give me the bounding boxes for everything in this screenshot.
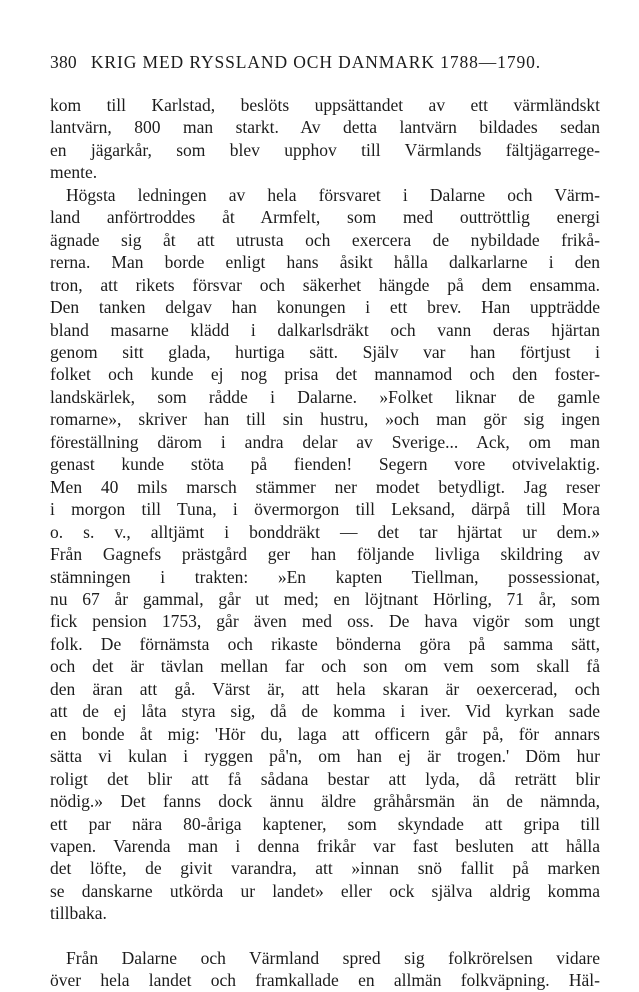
text-line: tron, att rikets försvar och säkerhet hängde på dem ensamma.	[50, 274, 600, 295]
text-line: Den tanken delgav han konungen i ett brev. Han uppträdde	[50, 297, 600, 318]
paragraph	[50, 947, 600, 992]
text-line: nu 67 år gammal, går ut med; en löjtnant Hörling, 71 år, som	[50, 588, 600, 609]
text-line: och det är tävlan mellan far och son om vem som skall få	[50, 656, 600, 677]
paragraph	[50, 94, 600, 184]
text-line: lantvärn, 800 man starkt. Av detta lantvärn bildades sedan	[50, 117, 600, 138]
text-line: föreställning därom i andra delar av Sverige... Ack, om man	[50, 431, 600, 452]
text-line: över hela landet och framkallade en allmän folkväpning. Häl-	[50, 970, 600, 991]
text-line: roligt det blir att få sådana bestar att lyda, då reträtt blir	[50, 768, 600, 789]
text-line: Från Dalarne och Värmland spred sig folkrörelsen vidare	[66, 947, 600, 968]
text-line: vapen. Varenda man i denna frikår var fast besluten att hålla	[50, 835, 600, 856]
text-line: ägnade sig åt att utrusta och exercera de nybildade frikå-	[50, 229, 600, 250]
text-line: folket och kunde ej nog prisa det mannamod och den foster-	[50, 364, 600, 385]
text-line: nödig.» Det fanns dock ännu äldre gråhårsmän än de nämnda,	[50, 791, 600, 812]
text-line: tillbaka.	[50, 903, 107, 924]
text-line: fick pension 1753, går även med oss. De hava vigör som ungt	[50, 611, 600, 632]
running-title: KRIG MED RYSSLAND OCH DANMARK 1788—1790.	[90, 52, 542, 72]
text-line: o. s. v., alltjämt i bonddräkt — det tar hjärtat ur dem.»	[50, 521, 600, 542]
text-line: folk. De förnämsta och rikaste bönderna göra på samma sätt,	[50, 633, 600, 654]
text-line: stämningen i trakten: »En kapten Tiellman, possessionat,	[50, 566, 600, 587]
text-line: landskärlek, som rådde i Dalarne. »Folket liknar de gamle	[50, 386, 600, 407]
text-line: i morgon till Tuna, i övermorgon till Leksand, därpå till Mora	[50, 499, 600, 520]
text-line: kom till Karlstad, beslöts uppsättandet av ett värmländskt	[50, 95, 600, 115]
text-line: Från Gagnefs prästgård ger han följande livliga skildring av	[50, 544, 600, 565]
text-line: se danskarne utkörda ur landet» eller ock själva aldrig komma	[50, 880, 600, 901]
text-line: land anförtroddes åt Armfelt, som med outtröttlig energi	[50, 207, 600, 228]
page-number: 380	[50, 52, 77, 72]
text-line: Men 40 mils marsch stämmer ner modet betydligt. Jag reser	[50, 476, 600, 497]
text-line: mente.	[50, 162, 98, 183]
paragraph-gap	[50, 925, 600, 947]
text-line: det löfte, de givit varandra, att »innan snö fallit på marken	[50, 858, 600, 879]
text-line: genom sitt glada, hurtiga sätt. Själv var han förtjust i	[50, 341, 600, 362]
text-line: rerna. Man borde enligt hans åsikt hålla dalkarlarne i den	[50, 252, 600, 273]
text-line: att de ej låta styra sig, då de komma i iver. Vid kyrkan sade	[50, 701, 600, 722]
text-line: bland masarne klädd i dalkarlsdräkt och vann deras hjärtan	[50, 319, 600, 340]
text-line: en bonde åt mig: 'Hör du, laga att officern går på, för annars	[50, 723, 600, 744]
running-header	[50, 52, 598, 73]
text-line: den äran att gå. Värst är, att hela skaran är oexercerad, och	[50, 678, 600, 699]
text-line: en jägarkår, som blev upphov till Värmlands fältjägarrege-	[50, 139, 600, 160]
paragraph	[50, 184, 600, 925]
text-line: romarne», skriver han till sin hustru, »och man gör sig ingen	[50, 409, 600, 430]
body-text	[50, 94, 600, 992]
text-line: ett par nära 80-åriga kaptener, som skyndade att gripa till	[50, 813, 600, 834]
text-line: genast kunde stöta på fienden! Segern vore otvivelaktig.	[50, 454, 600, 475]
text-line: sätta vi kulan i ryggen på'n, om han ej är trogen.' Döm hur	[50, 746, 600, 767]
text-line: Högsta ledningen av hela försvaret i Dalarne och Värm-	[66, 184, 600, 205]
